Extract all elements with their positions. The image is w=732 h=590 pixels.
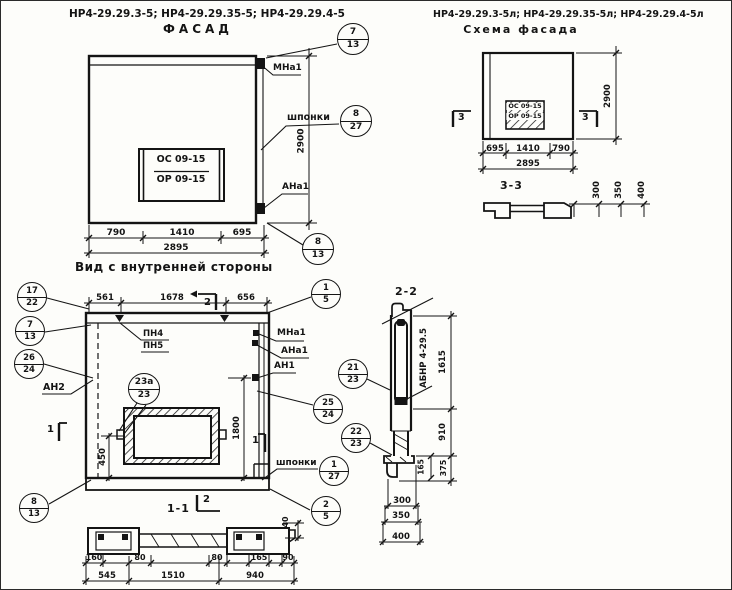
inner-label-an1: АН1 [274,361,295,371]
schema-window-mark-top: ОС 09-15 [508,102,542,110]
inner-label-pn4: ПН4 [143,329,164,339]
callout-sheet: 27 [320,471,348,482]
section-1-1-cut-mark-2: 2 [203,494,210,505]
callout-17-22 [17,282,47,312]
section-3-3-dim-300: 300 [591,181,602,199]
section-2-2-profile [384,304,414,478]
callout-sheet: 23 [342,438,370,449]
inner-cut-mark-1-right: 1 [252,435,259,446]
facade-label-shponki: шпонки [287,112,330,123]
schema-title: НР4-29.29.3-5л; НР4-29.29.35-5л; НР4-29.29.4-5л [433,9,704,20]
callout-1-27 [319,456,349,486]
schema-cut-mark-right: 3 [582,112,589,123]
inner-label-an2: АН2 [43,382,65,393]
section-2-2-dim-350: 350 [392,511,410,521]
facade-subtitle: ФАСАД [163,22,233,36]
facade-dim-1410: 1410 [169,228,195,238]
callout-26-24 [14,349,44,379]
inner-panel [86,313,269,490]
facade-dim-height: 2900 [296,128,307,154]
section-1-1-dim-940: 940 [246,571,264,581]
section-1-1-dim-160: 160 [85,553,103,562]
callout-21-23 [338,359,368,389]
schema-dim-790: 790 [552,144,570,154]
inner-cut-mark-1-left: 1 [47,424,54,435]
schema-dim-height: 2900 [602,84,613,108]
inner-dim-1678: 1678 [160,293,184,303]
callout-facade-7-13 [337,23,369,55]
callout-25-24 [313,394,343,424]
callout-sheet: 27 [341,121,371,132]
callout-num: 8 [352,109,360,120]
callout-num: 1 [331,459,337,470]
callout-sheet: 13 [16,331,44,342]
section-3-3-dim-400: 400 [636,181,647,199]
section-2-2-title: 2-2 [395,285,418,298]
section-1-1-dim-80b: 80 [211,553,223,562]
callout-sheet: 5 [312,511,340,522]
facade-window-mark-bottom: ОР 09-15 [156,174,206,185]
callout-23a-23 [128,373,160,405]
callout-num: 8 [31,496,37,507]
inner-dim-1800: 1800 [231,416,242,440]
callout-22-23 [341,423,371,453]
callout-facade-shponki [340,105,372,137]
section-1-1-dim-90: 90 [282,553,294,562]
callout-sheet: 5 [312,294,340,305]
callout-2-5 [311,496,341,526]
callout-num: 2 [323,499,329,510]
schema-dim-1410: 1410 [516,144,540,154]
inner-cut-mark-2-top: 2 [204,297,211,308]
callout-num: 8 [314,237,322,248]
section-2-2-dim-165: 165 [416,459,426,475]
section-1-1-dim-545: 545 [98,571,116,581]
callout-sheet: 23 [129,389,159,400]
facade-dim-790: 790 [106,228,126,238]
callout-facade-8-13 [302,233,334,265]
facade-dim-total: 2895 [163,243,189,253]
section-2-2-part-label: АБНР 4-29.5 [418,328,429,388]
callout-num: 26 [23,352,35,363]
section-3-3-dim-350: 350 [613,181,624,199]
section-1-1-dim-40: 40 [281,516,290,528]
section-2-2-dim-300: 300 [393,496,411,506]
schema-dimension-lines [478,46,622,174]
callout-num: 25 [322,397,334,408]
callout-num: 1 [323,282,329,293]
callout-num: 7 [27,319,33,330]
section-2-2-dim-375: 375 [439,459,448,477]
schema-panel [483,53,573,139]
section-3-3-title: 3-3 [500,179,523,192]
inner-dim-561: 561 [96,293,114,303]
section-1-1-profile [88,495,295,554]
schema-cut-mark-left: 3 [458,112,465,123]
facade-label-ana1: АНа1 [282,182,309,192]
callout-num: 23а [134,377,154,388]
facade-dimension-lines [84,48,317,258]
callout-1-5 [311,279,341,309]
inner-label-pn5: ПН5 [143,341,164,351]
callout-sheet: 13 [303,249,333,260]
schema-window-mark-bottom: ОР 09-15 [508,112,542,120]
callout-num: 22 [350,426,362,437]
inner-dim-656: 656 [237,293,255,303]
inner-view-title: Вид с внутренней стороны [75,260,273,274]
inner-label-mna1: МНа1 [277,328,306,338]
callout-sheet: 24 [314,409,342,420]
section-1-1-title: 1-1 [167,502,190,515]
callout-sheet: 23 [339,374,367,385]
callout-sheet: 13 [338,39,368,50]
section-2-2-dim-1615: 1615 [437,350,448,374]
section-1-1-dim-165: 165 [250,553,268,562]
section-1-1-dim-80a: 80 [134,553,146,562]
callout-8-13 [19,493,49,523]
section-2-2-dim-910: 910 [437,423,448,441]
callout-sheet: 13 [20,508,48,519]
inner-dim-450: 450 [97,448,108,466]
callout-num: 21 [347,362,359,373]
inner-label-shponki: шпонки [276,458,317,468]
callout-sheet: 22 [18,297,46,308]
facade-dim-695: 695 [232,228,252,238]
facade-panel [89,56,265,223]
facade-window-mark-top: ОС 09-15 [156,154,206,165]
callout-num: 7 [349,27,357,38]
inner-label-ana1: АНа1 [281,346,308,356]
callout-sheet: 24 [15,364,43,375]
section-1-1-dim-1510: 1510 [161,571,185,581]
schema-dim-695: 695 [486,144,504,154]
callout-num: 17 [26,285,38,296]
schema-dim-total: 2895 [516,159,540,169]
section-3-3-profile [484,201,650,218]
schema-subtitle: Схема фасада [463,23,579,36]
section-2-2-dim-400: 400 [392,532,410,542]
facade-title: НР4-29.29.3-5; НР4-29.29.35-5; НР4-29.29.4-5 [69,8,345,20]
inner-dimension-lines [84,297,272,481]
callout-7-13 [15,316,45,346]
facade-label-mna1: МНа1 [273,63,302,73]
